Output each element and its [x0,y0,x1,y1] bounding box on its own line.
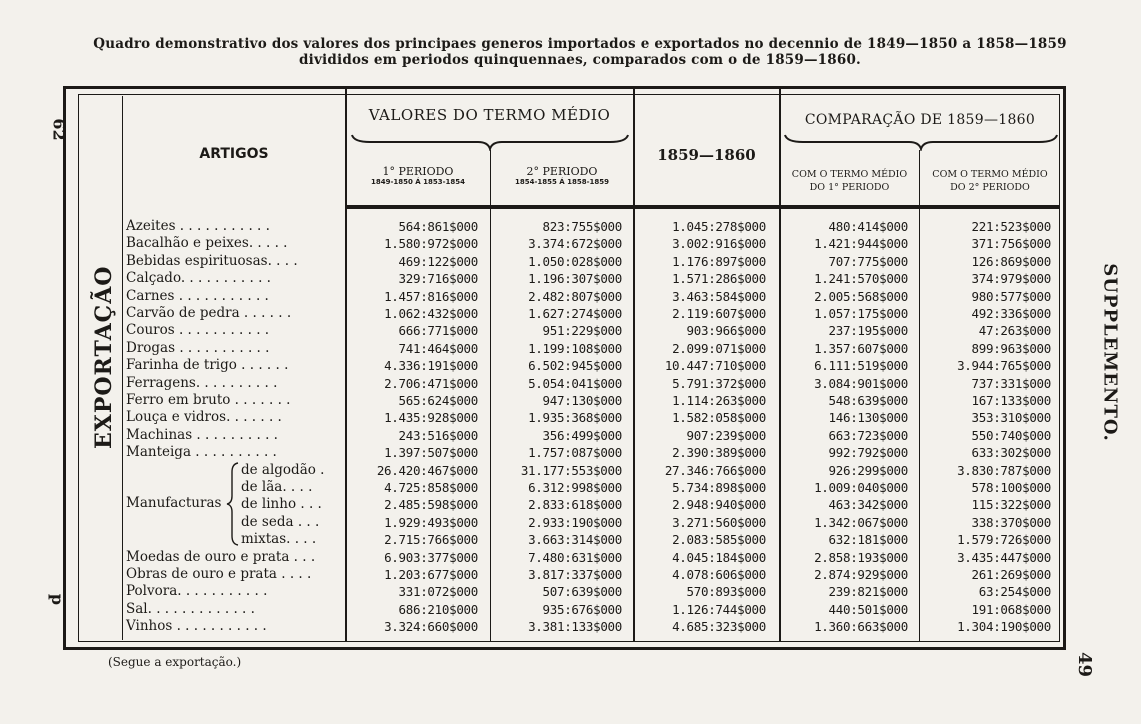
header-compare-1 [780,168,919,194]
cell-c1: 548:639$000 [828,393,908,408]
cell-p1: 469:122$000 [398,253,478,269]
cell-c1: 146:130$000 [828,410,908,426]
cell-y: 903:966$000 [686,323,766,339]
cell-c2: 1.304:190$000 [957,619,1051,635]
row-artigo: Farinha de trigo . . . . . . [126,357,289,374]
row-artigo: Louça e vidros. . . . . . . [126,409,282,426]
cell-y: 570:893$000 [686,584,766,600]
cell-c2: 899:963$000 [971,340,1051,356]
cell-c1: 1.360:663$000 [814,619,908,635]
cell-p2: 1.050:028$000 [528,253,622,269]
cell-y: 1.176:897$000 [672,253,766,269]
cell-p2: 1.935:368$000 [528,410,622,426]
cell-c2: 578:100$000 [971,480,1051,495]
cell-c2: 3.435:447$000 [957,549,1051,565]
header-compare-2 [920,168,1060,194]
cell-p1: 26.420:467$000 [376,462,478,478]
cell-c1: 1.009:040$000 [814,480,908,495]
row-artigo: Azeites . . . . . . . . . . . [126,218,270,234]
cell-p1: 4.336:191$000 [384,358,478,374]
row-artigo: Carvão de pedra . . . . . . [126,305,292,321]
section-label-exportacao: EXPORTAÇÃO [91,265,117,449]
row-artigo: Bacalhão e peixes. . . . . [126,235,288,252]
cell-c2: 980:577$000 [971,288,1051,304]
cell-c1: 480:414$000 [828,219,908,234]
title-line-1: Quadro demonstrativo dos valores dos principaes generos importados e exportados no decennio de 1849—1850 a 1858—1859 [93,36,1067,52]
cell-p2: 5.054:041$000 [528,375,622,391]
row-artigo: Ferragens. . . . . . . . . . [126,374,278,391]
cell-p1: 331:072$000 [398,584,478,600]
cell-y: 3.271:560$000 [672,514,766,530]
cell-p1: 4.725:858$000 [384,480,478,495]
row-artigo: Calçado. . . . . . . . . . . [126,270,271,287]
cell-c1: 239:821$000 [828,584,908,600]
signature-letter: p [48,593,68,606]
header-year: 1859—1860 [657,146,756,164]
cell-y: 27.346:766$000 [664,462,766,478]
header-compare-1-line2: DO 1° PERIODO [809,182,890,193]
cell-y: 2.119:607$000 [672,306,766,321]
manufacturas-label: Manufacturas [126,495,222,511]
cell-p2: 6.502:945$000 [528,358,622,374]
row-artigo: Ferro em bruto . . . . . . . [126,392,291,408]
cell-p1: 565:624$000 [398,393,478,408]
cell-c2: 374:979$000 [971,271,1051,287]
cell-c1: 632:181$000 [828,532,908,548]
cell-y: 907:239$000 [686,427,766,443]
row-subartigo: de lãa. . . . [241,479,313,495]
cell-p2: 3.374:672$000 [528,236,622,252]
cell-p2: 1.196:307$000 [528,271,622,287]
cell-p1: 2.485:598$000 [384,497,478,513]
cell-p2: 947:130$000 [542,393,622,408]
row-artigo: Machinas . . . . . . . . . . [126,426,278,443]
row-subartigo: de linho . . . [241,496,322,513]
table-title [60,36,1100,68]
cell-c1: 2.874:929$000 [814,567,908,582]
page-number-right: 49 [1074,651,1096,678]
header-bottom-rule [346,205,1060,209]
cell-p1: 1.929:493$000 [384,514,478,530]
row-subartigo: mixtas. . . . [241,531,317,548]
cell-y: 2.390:389$000 [672,445,766,461]
cell-c2: 167:133$000 [971,393,1051,408]
cell-c1: 663:723$000 [828,427,908,443]
cell-p1: 2.715:766$000 [384,532,478,548]
cell-p1: 1.457:816$000 [384,288,478,304]
cell-c1: 440:501$000 [828,601,908,617]
cell-p2: 951:229$000 [542,323,622,339]
row-artigo: Couros . . . . . . . . . . . [126,322,270,339]
cell-c1: 3.084:901$000 [814,375,908,391]
cell-p2: 6.312:998$000 [528,480,622,495]
cell-c1: 2.858:193$000 [814,549,908,565]
cell-p1: 6.903:377$000 [384,549,478,565]
cell-c1: 992:792$000 [828,445,908,461]
cell-c2: 221:523$000 [971,219,1051,234]
row-subartigo: de seda . . . [241,513,320,530]
col-rule-3 [633,88,635,641]
cell-p2: 823:755$000 [542,219,622,234]
cell-p1: 243:516$000 [398,427,478,443]
cell-c2: 1.579:726$000 [957,532,1051,548]
cell-c2: 550:740$000 [971,427,1051,443]
cell-c2: 492:336$000 [971,306,1051,321]
cell-p1: 686:210$000 [398,601,478,617]
col-rule-2 [490,150,491,641]
row-artigo: Obras de ouro e prata . . . . [126,566,312,582]
header-compare-2-line1: COM O TERMO MÉDIO [932,169,1048,180]
cell-p2: 31.177:553$000 [520,462,622,478]
cell-y: 1.571:286$000 [672,271,766,287]
cell-c2: 63:254$000 [978,584,1051,600]
row-artigo: Bebidas espirituosas. . . . [126,252,298,269]
cell-p1: 1.435:928$000 [384,410,478,426]
cell-y: 2.099:071$000 [672,340,766,356]
col-rule-5 [919,150,920,641]
cell-p2: 1.627:274$000 [528,306,622,321]
cell-c2: 3.944:765$000 [957,358,1051,374]
cell-p2: 7.480:631$000 [528,549,622,565]
supplement-label: SUPPLEMENTO. [1099,263,1121,442]
cell-y: 4.045:184$000 [672,549,766,565]
row-artigo: Sal. . . . . . . . . . . . . [126,600,255,617]
cell-y: 1.582:058$000 [672,410,766,426]
cell-p1: 1.397:507$000 [384,445,478,461]
title-line-2: divididos em periodos quinquennaes, comparados com o de 1859—1860. [299,52,861,68]
row-subartigo: de algodão . [241,461,325,478]
comparacao-brace [783,133,1059,151]
page-number-left: 62 [49,118,69,141]
cell-p1: 1.580:972$000 [384,236,478,252]
header-period-2-label: 2° PERIODO [526,165,598,178]
cell-y: 10.447:710$000 [664,358,766,374]
cell-p2: 2.482:807$000 [528,288,622,304]
cell-c1: 463:342$000 [828,497,908,513]
manufacturas-brace [226,462,240,546]
cell-p1: 3.324:660$000 [384,619,478,635]
cell-p2: 356:499$000 [542,427,622,443]
header-period-2-range: 1854-1855 Á 1858-1859 [514,178,610,186]
cell-p2: 507:639$000 [542,584,622,600]
header-compare-1-line1: COM O TERMO MÉDIO [791,169,908,180]
cell-c2: 47:263$000 [978,323,1051,339]
cell-c2: 737:331$000 [971,375,1051,391]
cell-y: 1.045:278$000 [672,219,766,234]
cell-c2: 353:310$000 [971,410,1051,426]
cell-y: 3.463:584$000 [672,288,766,304]
row-artigo: Vinhos . . . . . . . . . . . [126,618,267,635]
cell-p1: 2.706:471$000 [384,375,478,391]
cell-c2: 115:322$000 [971,497,1051,513]
header-period-1-label: 1° PERIODO [382,165,454,178]
cell-p1: 564:861$000 [398,219,478,234]
cell-y: 5.734:898$000 [672,480,766,495]
row-artigo: Polvora. . . . . . . . . . . [126,583,268,600]
cell-p2: 935:676$000 [542,601,622,617]
cell-y: 5.791:372$000 [672,375,766,391]
row-artigo: Moedas de ouro e prata . . . [126,548,316,565]
artigos-left-rule [122,96,123,640]
cell-c1: 707:775$000 [828,253,908,269]
header-period-1 [346,165,490,186]
cell-c1: 926:299$000 [828,462,908,478]
cell-c2: 126:869$000 [971,253,1051,269]
cell-p2: 2.933:190$000 [528,514,622,530]
cell-c2: 338:370$000 [971,514,1051,530]
cell-y: 4.078:606$000 [672,567,766,582]
cell-c1: 6.111:519$000 [814,358,908,374]
cell-y: 1.114:263$000 [672,393,766,408]
cell-c1: 2.005:568$000 [814,288,908,304]
cell-y: 1.126:744$000 [672,601,766,617]
row-artigo: Manteiga . . . . . . . . . . [126,444,277,461]
cell-c1: 1.357:607$000 [814,340,908,356]
cell-p1: 666:771$000 [398,323,478,339]
cell-c1: 1.342:067$000 [814,514,908,530]
cell-c1: 1.421:944$000 [814,236,908,252]
cell-y: 2.083:585$000 [672,532,766,548]
cell-p1: 1.203:677$000 [384,567,478,582]
header-valores: VALORES DO TERMO MÉDIO [368,106,611,124]
cell-p2: 2.833:618$000 [528,497,622,513]
header-compare-2-line2: DO 2° PERIODO [950,182,1030,193]
cell-y: 4.685:323$000 [672,619,766,635]
cell-c2: 261:269$000 [971,567,1051,582]
cell-p1: 329:716$000 [398,271,478,287]
cell-p2: 1.199:108$000 [528,340,622,356]
valores-brace [350,133,630,151]
header-period-2 [491,165,633,186]
cell-p2: 3.663:314$000 [528,532,622,548]
cell-c2: 191:068$000 [971,601,1051,617]
cell-p1: 741:464$000 [398,340,478,356]
cell-c2: 633:302$000 [971,445,1051,461]
cell-y: 2.948:940$000 [672,497,766,513]
header-period-1-range: 1849-1850 Á 1853-1854 [370,178,466,186]
cell-p2: 3.381:133$000 [528,619,622,635]
cell-c2: 371:756$000 [971,236,1051,252]
cell-p2: 3.817:337$000 [528,567,622,582]
cell-c1: 237:195$000 [828,323,908,339]
row-artigo: Drogas . . . . . . . . . . . [126,339,270,356]
cell-c2: 3.830:787$000 [957,462,1051,478]
header-artigos: ARTIGOS [199,146,269,162]
header-comparacao: COMPARAÇÃO DE 1859—1860 [804,112,1036,128]
cell-p1: 1.062:432$000 [384,306,478,321]
row-artigo: Carnes . . . . . . . . . . . [126,287,269,304]
cell-y: 3.002:916$000 [672,236,766,252]
cell-c1: 1.057:175$000 [814,306,908,321]
cell-p2: 1.757:087$000 [528,445,622,461]
cell-c1: 1.241:570$000 [814,271,908,287]
footnote: (Segue a exportação.) [108,655,242,669]
